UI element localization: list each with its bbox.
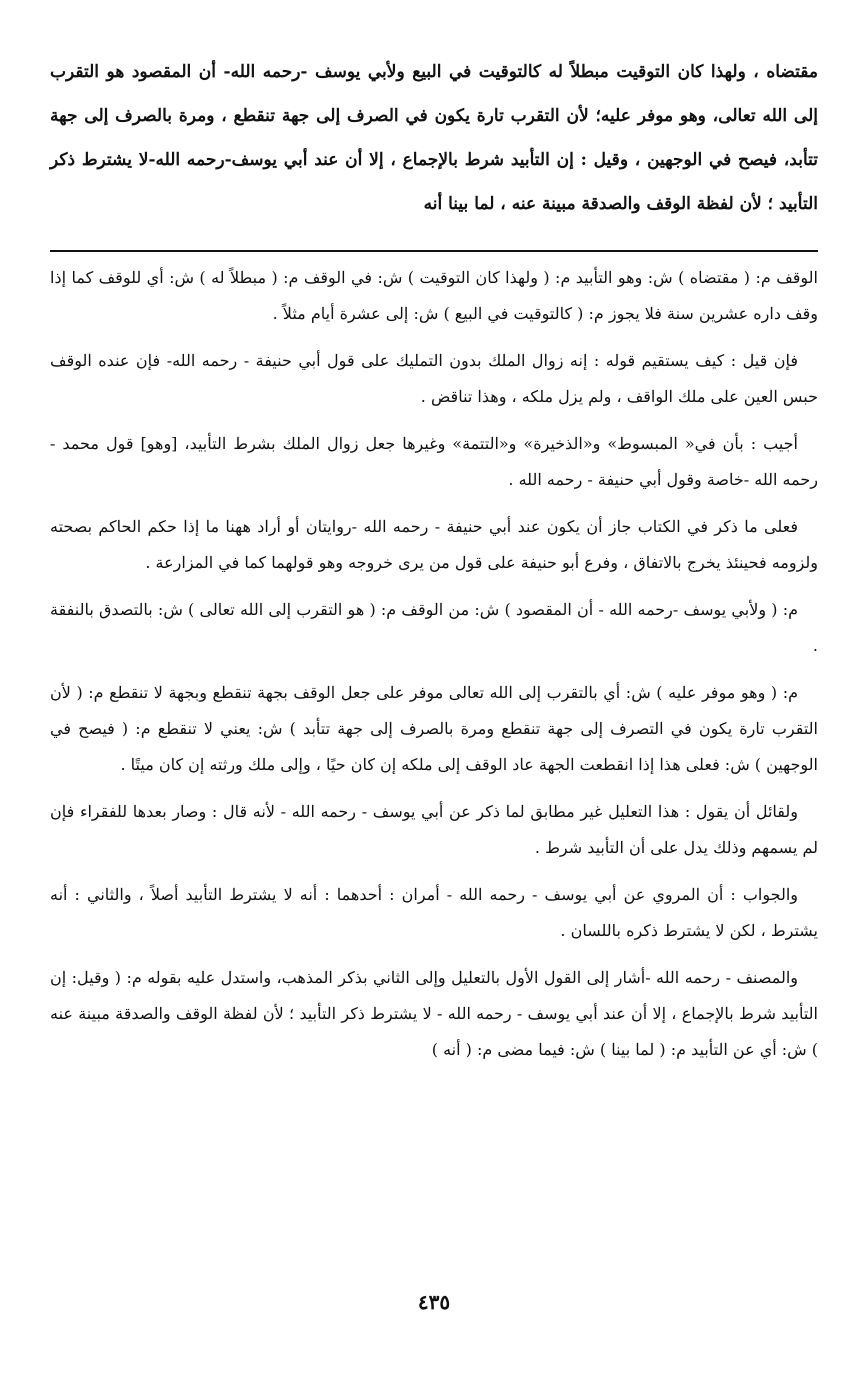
book-page xyxy=(50,50,818,1340)
divider-line xyxy=(50,250,818,252)
matn-text: مقتضاه ، ولهذا كان التوقيت مبطلاً له كالتوقيت في البيع ولأبي يوسف -رحمه الله- أن المقصود هو التقرب إلى الله تعالى، وهو موفر عليه؛ لأن التقرب تارة يكون في الصرف إلى جهة تنقطع ، ومرة بالصرف إلى جهة تتأبد، فيصح في الوجهين ، وقيل : إن التأبيد شرط بالإجماع ، إلا أن عند أبي يوسف-رحمه الله-لا يشترط ذكر التأبيد ؛ لأن لفظة الوقف والصدقة مبينة عنه ، لما بينا أنه xyxy=(50,62,818,214)
commentary-paragraph: فإن قيل : كيف يستقيم قوله : إنه زوال الملك بدون التمليك على قول أبي حنيفة - رحمه الله- فإن عنده الوقف حبس العين على ملك الواقف ، ولم يزل ملكه ، وهذا تناقض . xyxy=(50,351,818,406)
commentary-section xyxy=(50,260,818,1079)
commentary-paragraph: م: ( وهو موفر عليه ) ش: أي بالتقرب إلى الله تعالى موفر على جعل الوقف بجهة تنقطع وبجهة لا تنقطع م: ( لأن التقرب تارة يكون في التصرف إلى جهة تنقطع ومرة بالصرف إلى جهة تتأبد ) ش: يعني لا تنقطع م: ( فيصح في الوجهين ) ش: فعلى هذا إذا انقطعت الجهة عاد الوقف إلى ملكه إن كان حيًا ، وإلى ملك ورثته إن كان ميتًا . xyxy=(50,683,818,774)
commentary-paragraph: الوقف م: ( مقتضاه ) ش: وهو التأبيد م: ( ولهذا كان التوقيت ) ش: في الوقف م: ( مبطلاً له ) ش: أي للوقف كما إذا وقف داره عشرين سنة فلا يجوز م: ( كالتوقيت في البيع ) ش: إلى عشرة أيام مثلاً . xyxy=(50,268,818,323)
commentary-paragraph: ولقائل أن يقول : هذا التعليل غير مطابق لما ذكر عن أبي يوسف - رحمه الله - لأنه قال : وصار بعدها للفقراء فإن لم يسمهم وذلك يدل على أن التأبيد شرط . xyxy=(50,802,818,857)
commentary-paragraph: والجواب : أن المروي عن أبي يوسف - رحمه الله - أمران : أحدهما : أنه لا يشترط التأبيد أصلاً ، والثاني : أنه يشترط ، لكن لا يشترط ذكره باللسان . xyxy=(50,885,818,940)
commentary-paragraph: أجيب : بأن في« المبسوط» و«الذخيرة» و«التتمة» وغيرها جعل زوال الملك بشرط التأبيد، [وهو] قول محمد - رحمه الله -خاصة وقول أبي حنيفة - رحمه الله . xyxy=(50,434,818,489)
commentary-paragraph: فعلى ما ذكر في الكتاب جاز أن يكون عند أبي حنيفة - رحمه الله -روايتان أو أراد ههنا ما إذا حكم الحاكم بصحته ولزومه فحينئذ يخرج بالاتفاق ، وفرع أبو حنيفة على قول من يرى خروجه وهو قولهما كما في المزارعة . xyxy=(50,517,818,572)
commentary-paragraph: م: ( ولأبي يوسف -رحمه الله - أن المقصود ) ش: من الوقف م: ( هو التقرب إلى الله تعالى ) ش: بالتصدق بالنفقة . xyxy=(50,600,818,655)
page-number: ٤٣٥ xyxy=(417,1290,451,1314)
commentary-paragraph: والمصنف - رحمه الله -أشار إلى القول الأول بالتعليل وإلى الثاني بذكر المذهب، واستدل عليه بقوله م: ( وقيل: إن التأبيد شرط بالإجماع ، إلا أن عند أبي يوسف - رحمه الله - لا يشترط ذكر التأبيد ؛ لأن لفظة الوقف والصدقة مبينة عنه ) ش: أي عن التأبيد م: ( لما بينا ) ش: فيما مضى م: ( أنه ) xyxy=(50,968,818,1059)
